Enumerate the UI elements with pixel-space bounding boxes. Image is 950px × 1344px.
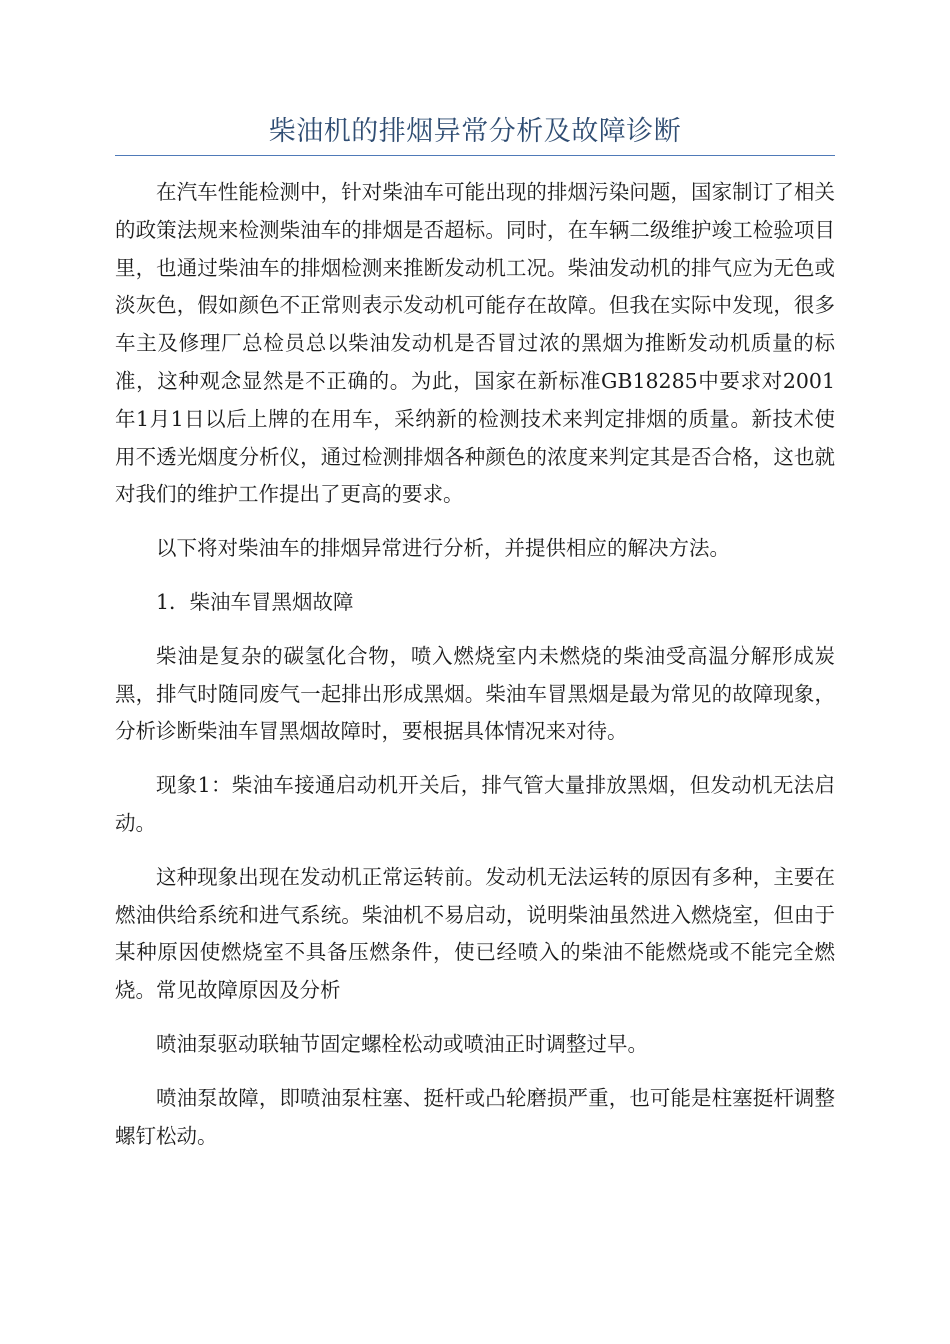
paragraph-symptom-1-analysis: 这种现象出现在发动机正常运转前。发动机无法运转的原因有多种，主要在燃油供给系统和进气系统。柴油机不易启动，说明柴油虽然进入燃烧室，但由于某种原因使燃烧室不具备压燃条件，使已经喷入的柴油不能燃烧或不能完全燃烧。常见故障原因及分析: [115, 864, 835, 1003]
document-body: [115, 174, 835, 1171]
paragraph-symptom-1: 现象1：柴油车接通启动机开关后，排气管大量排放黑烟，但发动机无法启动。: [115, 773, 835, 835]
section-heading-black-smoke: 1．柴油车冒黑烟故障: [156, 589, 354, 614]
paragraph-cause-pump: 喷油泵故障，即喷油泵柱塞、挺杆或凸轮磨损严重，也可能是柱塞挺杆调整螺钉松动。: [115, 1085, 835, 1148]
paragraph-black-smoke-cause: 柴油是复杂的碳氢化合物，喷入燃烧室内未燃烧的柴油受高温分解形成炭黑，排气时随同废气一起排出形成黑烟。柴油车冒黑烟是最为常见的故障现象，分析诊断柴油车冒黑烟故障时，要根据具体情况来对待。: [115, 643, 835, 744]
paragraph-intro: 在汽车性能检测中，针对柴油车可能出现的排烟污染问题，国家制订了相关的政策法规来检测柴油车的排烟是否超标。同时，在车辆二级维护竣工检验项目里，也通过柴油车的排烟检测来推断发动机工况。柴油发动机的排气应为无色或淡灰色，假如颜色不正常则表示发动机可能存在故障。但我在实际中发现，很多车主及修理厂总检员总以柴油发动机是否冒过浓的黑烟为推断发动机质量的标准，这种观念显然是不正确的。为此，国家在新标准GB18285中要求对2001年1月1日以后上牌的在用车，采纳新的检测技术来判定排烟的质量。新技术使用不透光烟度分析仪，通过检测排烟各种颜色的浓度来判定其是否合格，这也就对我们的维护工作提出了更高的要求。: [115, 180, 835, 507]
paragraph-overview: 以下将对柴油车的排烟异常进行分析，并提供相应的解决方法。: [156, 536, 730, 561]
title-underline: [115, 155, 835, 156]
document-title: 柴油机的排烟异常分析及故障诊断: [268, 116, 682, 147]
paragraph-cause-coupling: 喷油泵驱动联轴节固定螺栓松动或喷油正时调整过早。: [156, 1031, 648, 1056]
